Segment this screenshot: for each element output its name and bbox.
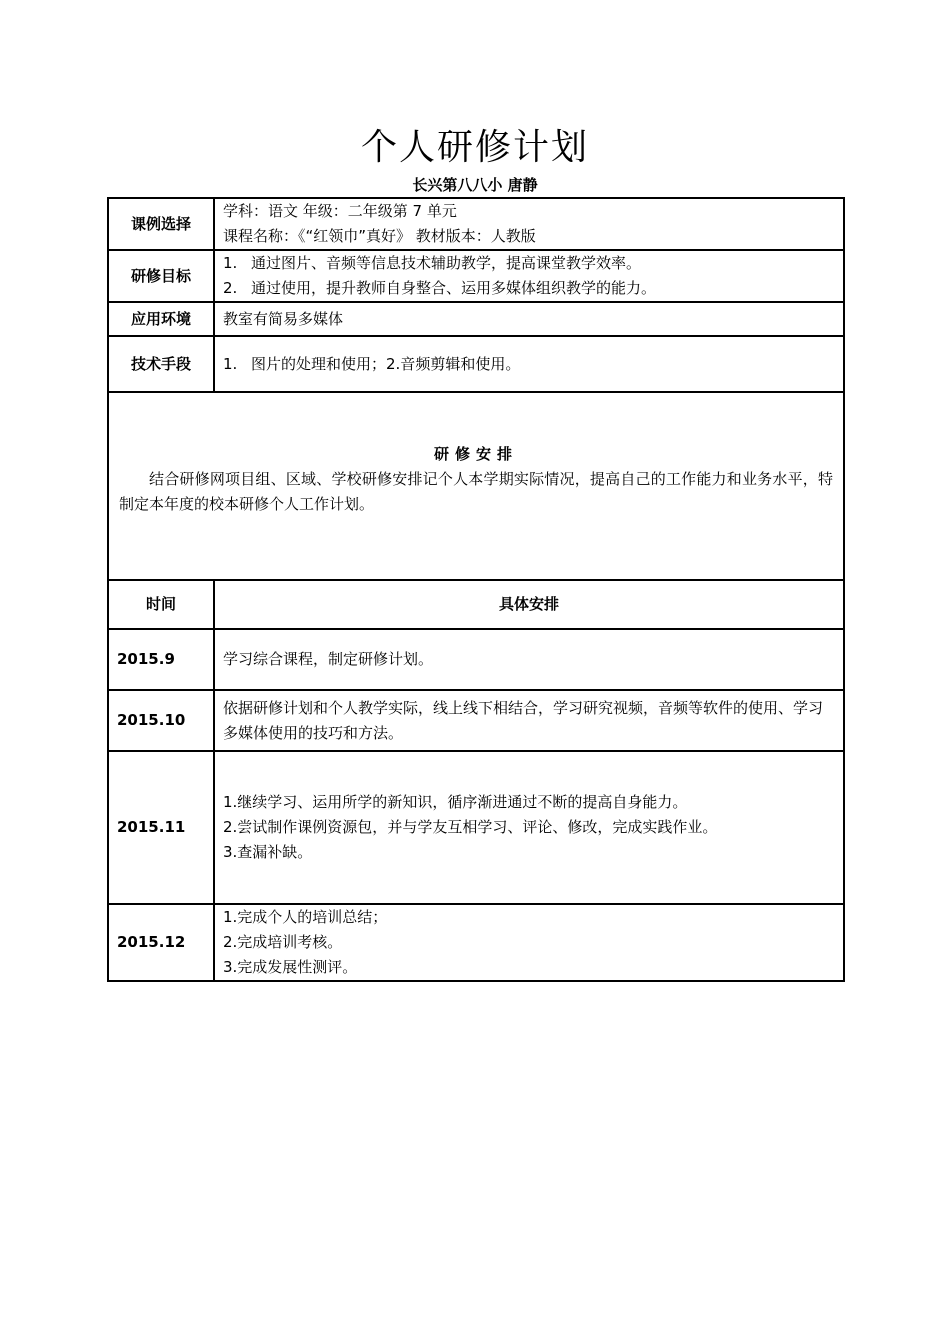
tech-text: 图片的处理和使用；2.音频剪辑和使用。 xyxy=(251,354,521,373)
arrangement-paragraph: 结合研修网项目组、区域、学校研修安排记个人本学期实际情况，提高自己的工作能力和业务水平，特制定本年度的校本研修个人工作计划。 xyxy=(119,469,833,513)
detail-line: 2.尝试制作课例资源包，并与学友互相学习、评论、修改，完成实践作业。 xyxy=(223,818,718,836)
detail-line: 1.完成个人的培训总结； xyxy=(223,908,388,926)
tech-num: 1. xyxy=(223,354,238,373)
row-course xyxy=(108,198,844,250)
schedule-row xyxy=(108,751,844,904)
row-arrangement xyxy=(108,392,844,580)
schedule-time: 2015.10 xyxy=(108,690,214,751)
detail-line: 3.查漏补缺。 xyxy=(223,843,313,861)
detail-line: 2.完成培训考核。 xyxy=(223,933,343,951)
label-course: 课例选择 xyxy=(108,198,214,250)
schedule-time: 2015.11 xyxy=(108,751,214,904)
row-env xyxy=(108,302,844,336)
header-detail: 具体安排 xyxy=(214,580,844,629)
detail-line: 学习综合课程，制定研修计划。 xyxy=(223,650,434,668)
env-content: 教室有简易多媒体 xyxy=(214,302,844,336)
detail-line: 3.完成发展性测评。 xyxy=(223,958,358,976)
tech-content xyxy=(214,336,844,392)
schedule-row xyxy=(108,690,844,751)
schedule-time: 2015.9 xyxy=(108,629,214,690)
course-content xyxy=(214,198,844,250)
row-tech xyxy=(108,336,844,392)
schedule-row xyxy=(108,904,844,981)
arrangement-cell xyxy=(108,392,844,580)
schedule-detail xyxy=(214,751,844,904)
header-time: 时间 xyxy=(108,580,214,629)
author-subtitle: 长兴第八八小 唐静 xyxy=(412,176,538,194)
goal-item: 1. 通过图片、音频等信息技术辅助教学，提高课堂教学效率。 xyxy=(223,254,642,272)
course-name-line: 课程名称：《“红领巾”真好》 教材版本：人教版 xyxy=(223,227,536,245)
schedule-time: 2015.12 xyxy=(108,904,214,981)
label-env: 应用环境 xyxy=(108,302,214,336)
detail-line: 依据研修计划和个人教学实际，线上线下相结合，学习研究视频，音频等软件的使用、学习多媒体使用的技巧和方法。 xyxy=(223,698,824,742)
plan-table xyxy=(107,197,845,982)
schedule-detail xyxy=(214,629,844,690)
schedule-row xyxy=(108,629,844,690)
course-subject-line: 学科：语文 年级：二年级第 7 单元 xyxy=(223,202,457,220)
goal-item: 2. 通过使用，提升教师自身整合、运用多媒体组织教学的能力。 xyxy=(223,279,657,297)
page-title: 个人研修计划 xyxy=(360,127,589,168)
detail-line: 1.继续学习、运用所学的新知识，循序渐进通过不断的提高自身能力。 xyxy=(223,793,688,811)
schedule-detail xyxy=(214,904,844,981)
arrangement-heading: 研修安排 xyxy=(433,444,518,463)
schedule-detail xyxy=(214,690,844,751)
label-goal: 研修目标 xyxy=(108,250,214,302)
label-tech: 技术手段 xyxy=(108,336,214,392)
goal-content xyxy=(214,250,844,302)
row-goal xyxy=(108,250,844,302)
schedule-header-row xyxy=(108,580,844,629)
